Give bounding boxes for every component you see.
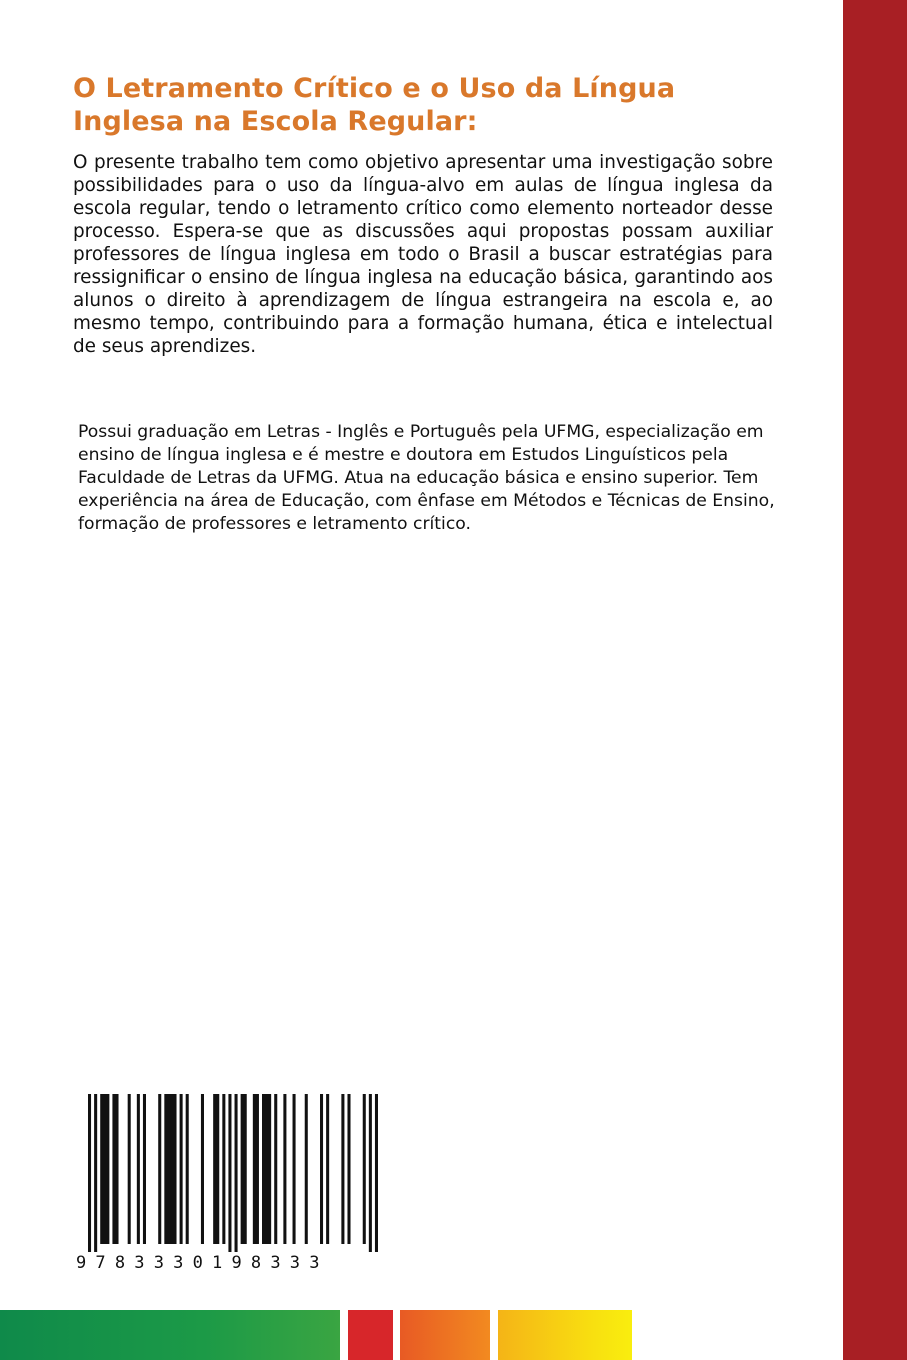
barcode-bar [262,1094,271,1244]
barcode-bar [305,1094,308,1244]
barcode-bar [369,1094,372,1252]
book-abstract: O presente trabalho tem como objetivo apresentar uma investigação sobre possibilidades para o uso da língua-alvo em aulas de língua inglesa da escola regular, tendo o letramento crítico como elemento norteador desse processo. Espera-se que as discussões aqui propostas possam auxiliar professores de língua inglesa em todo o Brasil a buscar estratégias para ressignificar o ensino de língua inglesa na educação básica, garantindo aos alunos o direito à aprendizagem de língua estrangeira na escola e, ao mesmo tempo, contribuindo para a formação humana, ética e intelectual de seus aprendizes. [73,152,773,357]
barcode-bar [347,1094,350,1244]
barcode-bar [100,1094,109,1244]
barcode-bar [326,1094,329,1244]
barcode-bar [143,1094,146,1244]
barcode-bar [293,1094,296,1244]
barcode-digits: 9783330198333 [76,1253,329,1273]
barcode-bar [137,1094,140,1244]
barcode-bar [88,1094,91,1252]
barcode-bars [88,1094,378,1252]
barcode-bar [235,1094,238,1252]
barcode-bar [186,1094,189,1244]
barcode-bar [222,1094,225,1244]
orange-stripe [400,1310,490,1360]
book-title: O Letramento Crítico e o Uso da Língua Inglesa na Escola Regular: [73,73,676,137]
barcode-bar [180,1094,183,1244]
barcode-bar [274,1094,277,1244]
barcode-bar [228,1094,231,1252]
barcode-bar [363,1094,366,1244]
barcode-bar [164,1094,176,1244]
barcode-bar [375,1094,378,1252]
barcode-bar [320,1094,323,1244]
barcode-bar [253,1094,259,1244]
barcode-bar [241,1094,247,1244]
red-side-band [843,0,907,1360]
author-bio: Possui graduação em Letras - Inglês e Português pela UFMG, especialização em ensino de língua inglesa e é mestre e doutora em Estudos Linguísticos pela Faculdade de Letras da UFMG. Atua na educação básica e ensino superior. Tem experiência na área de Educação, com ênfase em Métodos e Técnicas de Ensino, formação de professores e letramento crítico. [78,422,775,534]
isbn-barcode [72,1090,390,1282]
green-stripe [0,1310,340,1360]
color-stripes [0,1310,843,1360]
barcode-bar [283,1094,286,1244]
barcode-bar [94,1094,97,1252]
red-stripe [348,1310,393,1360]
barcode-bar [158,1094,161,1244]
barcode-bar [201,1094,204,1244]
barcode-bar [341,1094,344,1244]
barcode-bar [112,1094,118,1244]
barcode-bar [213,1094,219,1244]
yellow-stripe [498,1310,632,1360]
barcode-bar [128,1094,131,1244]
